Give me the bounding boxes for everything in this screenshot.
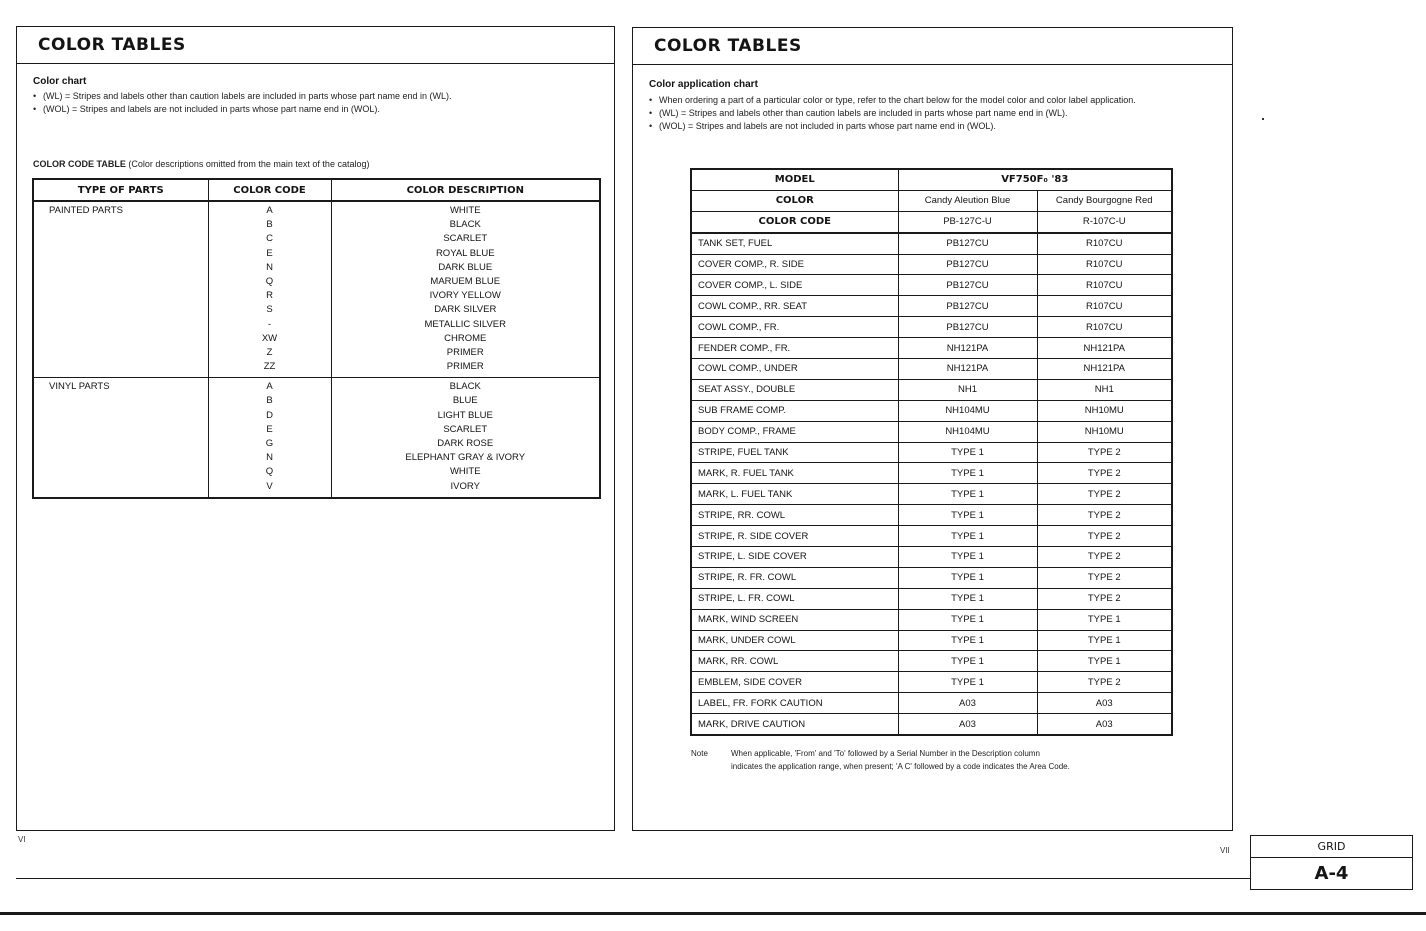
header-color-description: COLOR DESCRIPTION (331, 179, 600, 201)
color-code-1: PB-127C-U (898, 211, 1037, 232)
color-code: E (266, 423, 273, 435)
color-2-value: NH1 (1037, 379, 1172, 400)
color-description: WHITE (449, 205, 481, 216)
color-1-value: PB127CU (898, 233, 1037, 254)
color-code: A (266, 205, 273, 216)
group-type-label: VINYL PARTS (33, 378, 208, 498)
application-row (691, 421, 1172, 442)
code-table-caption-bold: COLOR CODE TABLE (33, 159, 126, 169)
color-code: Z (266, 346, 273, 358)
header-color-code: COLOR CODE (208, 179, 331, 201)
color-1-value: TYPE 1 (898, 526, 1037, 547)
application-chart-heading: Color application chart (649, 79, 758, 90)
color-1-value: PB127CU (898, 296, 1037, 317)
footer-rule-thin (16, 878, 1250, 879)
color-code: Q (265, 466, 274, 478)
color-2-value: A03 (1037, 693, 1172, 714)
code-table-caption-rest: (Color descriptions omitted from the main text of the catalog) (128, 159, 370, 169)
color-1-value: TYPE 1 (898, 442, 1037, 463)
color-1-value: PB127CU (898, 254, 1037, 275)
stray-dot (1262, 118, 1264, 120)
application-row (691, 359, 1172, 380)
application-row (691, 463, 1172, 484)
color-1-value: TYPE 1 (898, 630, 1037, 651)
part-name: BODY COMP., FRAME (691, 421, 898, 442)
color-description: IVORY (450, 480, 480, 492)
part-name: STRIPE, R. FR. COWL (691, 567, 898, 588)
color-code-table (32, 178, 601, 499)
grid-label: GRID (1251, 836, 1412, 858)
color-2-value: R107CU (1037, 296, 1172, 317)
color-2-value: TYPE 1 (1037, 630, 1172, 651)
color-description: SCARLET (443, 233, 488, 245)
group-codes (208, 378, 331, 498)
left-note-wl: (WL) = Stripes and labels other than caution labels are included in parts whose part name end in (WL). (43, 91, 452, 101)
part-name: COWL COMP., FR. (691, 317, 898, 338)
part-name: COVER COMP., R. SIDE (691, 254, 898, 275)
part-name: COWL COMP., RR. SEAT (691, 296, 898, 317)
model-value: VF750F₀ '83 (898, 169, 1172, 190)
color-name-1: Candy Aleution Blue (898, 190, 1037, 211)
application-row (691, 714, 1172, 735)
color-2-value: TYPE 2 (1037, 505, 1172, 526)
part-name: LABEL, FR. FORK CAUTION (691, 693, 898, 714)
application-row (691, 547, 1172, 568)
color-description: DARK ROSE (437, 438, 494, 449)
application-row (691, 275, 1172, 296)
part-name: STRIPE, L. FR. COWL (691, 588, 898, 609)
color-2-value: TYPE 2 (1037, 526, 1172, 547)
color-1-value: NH121PA (898, 359, 1037, 380)
color-2-value: R107CU (1037, 233, 1172, 254)
color-1-value: A03 (898, 693, 1037, 714)
part-name: TANK SET, FUEL (691, 233, 898, 254)
right-page-panel (632, 27, 1233, 831)
footnote-line-2: indicates the application range, when present; 'A C' followed by a code indicates the Area Code. (731, 762, 1070, 771)
color-code: C (266, 233, 273, 245)
color-code-row (691, 211, 1172, 232)
color-description: MARUEM BLUE (430, 275, 501, 287)
color-description: ELEPHANT GRAY & IVORY (405, 452, 526, 464)
color-1-value: TYPE 1 (898, 672, 1037, 693)
left-page-title: COLOR TABLES (17, 27, 614, 64)
color-2-value: NH121PA (1037, 338, 1172, 359)
model-row (691, 169, 1172, 190)
color-1-value: PB127CU (898, 317, 1037, 338)
application-row (691, 338, 1172, 359)
color-application-table (690, 168, 1173, 736)
part-name: STRIPE, L. SIDE COVER (691, 547, 898, 568)
code-table-group-vinyl (33, 378, 600, 498)
application-row (691, 400, 1172, 421)
part-name: STRIPE, R. SIDE COVER (691, 526, 898, 547)
color-description: METALLIC SILVER (424, 318, 506, 330)
grid-box (1250, 835, 1413, 890)
left-note-wol: (WOL) = Stripes and labels are not included in parts whose part name end in (WOL). (43, 104, 380, 114)
part-name: COWL COMP., UNDER (691, 359, 898, 380)
color-1-value: TYPE 1 (898, 484, 1037, 505)
color-1-value: PB127CU (898, 275, 1037, 296)
color-2-value: TYPE 2 (1037, 567, 1172, 588)
part-name: MARK, RR. COWL (691, 651, 898, 672)
color-description: BLACK (449, 381, 481, 393)
color-code: R (266, 290, 273, 302)
color-2-value: TYPE 2 (1037, 463, 1172, 484)
right-note-wl: (WL) = Stripes and labels other than caution labels are included in parts whose part name end in (WL). (659, 108, 1068, 118)
color-description: CHROME (444, 332, 487, 344)
right-page-number: VII (1220, 846, 1230, 855)
group-codes (208, 201, 331, 378)
part-name: SUB FRAME COMP. (691, 400, 898, 421)
color-2-value: TYPE 2 (1037, 588, 1172, 609)
code-table-header-row (33, 179, 600, 201)
left-page-number: VI (18, 835, 26, 844)
color-description: BLACK (449, 219, 481, 231)
color-code: N (266, 452, 273, 464)
application-row (691, 526, 1172, 547)
color-code: N (266, 261, 273, 273)
color-code: ZZ (263, 361, 276, 373)
header-type-of-parts: TYPE OF PARTS (33, 179, 208, 201)
part-name: COVER COMP., L. SIDE (691, 275, 898, 296)
application-row (691, 254, 1172, 275)
application-row (691, 505, 1172, 526)
group-descriptions (331, 201, 600, 378)
color-1-value: TYPE 1 (898, 588, 1037, 609)
code-table-caption (33, 158, 603, 171)
color-description: DARK SILVER (434, 304, 497, 316)
application-row (691, 233, 1172, 254)
color-code: D (266, 409, 273, 421)
code-table-group-painted (33, 201, 600, 378)
color-1-value: TYPE 1 (898, 505, 1037, 526)
color-2-value: TYPE 1 (1037, 651, 1172, 672)
part-name: SEAT ASSY., DOUBLE (691, 379, 898, 400)
footer-rule-thick (0, 912, 1426, 915)
color-description: WHITE (449, 466, 481, 478)
application-row (691, 609, 1172, 630)
part-name: MARK, R. FUEL TANK (691, 463, 898, 484)
part-name: STRIPE, FUEL TANK (691, 442, 898, 463)
part-name: EMBLEM, SIDE COVER (691, 672, 898, 693)
application-row (691, 442, 1172, 463)
color-1-value: TYPE 1 (898, 463, 1037, 484)
right-notes: • When ordering a part of a particular color or type, refer to the chart below for the model color and color label application. • (WL) = Stripes and labels other than caution labels are included in parts whose part name end in (WL). • (WOL) = Stripes and labels are not included in parts whose part name end in (WOL). (649, 95, 1136, 131)
right-note-ordering: When ordering a part of a particular color or type, refer to the chart below for the model color and color label application. (659, 95, 1136, 105)
model-label: MODEL (691, 169, 898, 190)
part-name: FENDER COMP., FR. (691, 338, 898, 359)
color-code: V (266, 480, 273, 492)
color-1-value: A03 (898, 714, 1037, 735)
color-1-value: NH104MU (898, 400, 1037, 421)
application-row (691, 693, 1172, 714)
color-code-label: COLOR CODE (691, 211, 898, 232)
right-footnote (691, 747, 1231, 773)
color-1-value: NH121PA (898, 338, 1037, 359)
grid-value: A-4 (1314, 863, 1349, 884)
color-code-2: R-107C-U (1037, 211, 1172, 232)
color-2-value: R107CU (1037, 317, 1172, 338)
color-row (691, 190, 1172, 211)
application-row (691, 588, 1172, 609)
right-note-wol: (WOL) = Stripes and labels are not included in parts whose part name end in (WOL). (659, 121, 996, 131)
color-name-2: Candy Bourgogne Red (1037, 190, 1172, 211)
application-row (691, 317, 1172, 338)
color-2-value: R107CU (1037, 254, 1172, 275)
application-row (691, 379, 1172, 400)
application-row (691, 630, 1172, 651)
color-code: B (266, 219, 273, 231)
footnote-label: Note (691, 749, 708, 758)
color-code: E (266, 247, 273, 259)
color-2-value: NH10MU (1037, 400, 1172, 421)
color-description: SCARLET (443, 423, 488, 435)
color-code: G (265, 438, 274, 449)
color-1-value: TYPE 1 (898, 651, 1037, 672)
color-code: A (266, 381, 273, 393)
color-description: BLUE (452, 395, 478, 407)
color-2-value: TYPE 2 (1037, 442, 1172, 463)
color-label: COLOR (691, 190, 898, 211)
application-row (691, 296, 1172, 317)
color-1-value: NH1 (898, 379, 1037, 400)
application-row (691, 484, 1172, 505)
color-2-value: NH10MU (1037, 421, 1172, 442)
color-description: DARK BLUE (438, 261, 493, 273)
color-1-value: TYPE 1 (898, 609, 1037, 630)
group-type-label: PAINTED PARTS (33, 201, 208, 378)
color-2-value: A03 (1037, 714, 1172, 735)
application-row (691, 672, 1172, 693)
color-2-value: TYPE 2 (1037, 484, 1172, 505)
part-name: MARK, L. FUEL TANK (691, 484, 898, 505)
color-code: B (266, 395, 273, 407)
color-description: LIGHT BLUE (437, 409, 493, 421)
left-notes: • (WL) = Stripes and labels other than caution labels are included in parts whose part name end in (WL). • (WOL) = Stripes and labels are not included in parts whose part name end in (WOL). (33, 91, 452, 114)
color-1-value: TYPE 1 (898, 547, 1037, 568)
color-description: ROYAL BLUE (435, 247, 495, 259)
part-name: MARK, DRIVE CAUTION (691, 714, 898, 735)
application-row (691, 651, 1172, 672)
part-name: MARK, UNDER COWL (691, 630, 898, 651)
color-description: PRIMER (446, 361, 484, 373)
color-2-value: TYPE 2 (1037, 672, 1172, 693)
part-name: STRIPE, RR. COWL (691, 505, 898, 526)
color-code: XW (261, 332, 278, 344)
color-2-value: TYPE 1 (1037, 609, 1172, 630)
color-2-value: R107CU (1037, 275, 1172, 296)
color-2-value: NH121PA (1037, 359, 1172, 380)
color-1-value: NH104MU (898, 421, 1037, 442)
color-code: S (266, 304, 273, 316)
right-page-title: COLOR TABLES (633, 28, 1232, 65)
footnote-line-1: When applicable, 'From' and 'To' followed by a Serial Number in the Description column (731, 749, 1040, 758)
group-descriptions (331, 378, 600, 498)
color-2-value: TYPE 2 (1037, 547, 1172, 568)
color-code: - (267, 318, 272, 330)
color-1-value: TYPE 1 (898, 567, 1037, 588)
color-chart-heading: Color chart (33, 76, 87, 87)
application-row (691, 567, 1172, 588)
color-code: Q (265, 275, 274, 287)
color-description: IVORY YELLOW (429, 290, 501, 302)
part-name: MARK, WIND SCREEN (691, 609, 898, 630)
left-page-panel (16, 26, 615, 831)
color-description: PRIMER (446, 346, 484, 358)
